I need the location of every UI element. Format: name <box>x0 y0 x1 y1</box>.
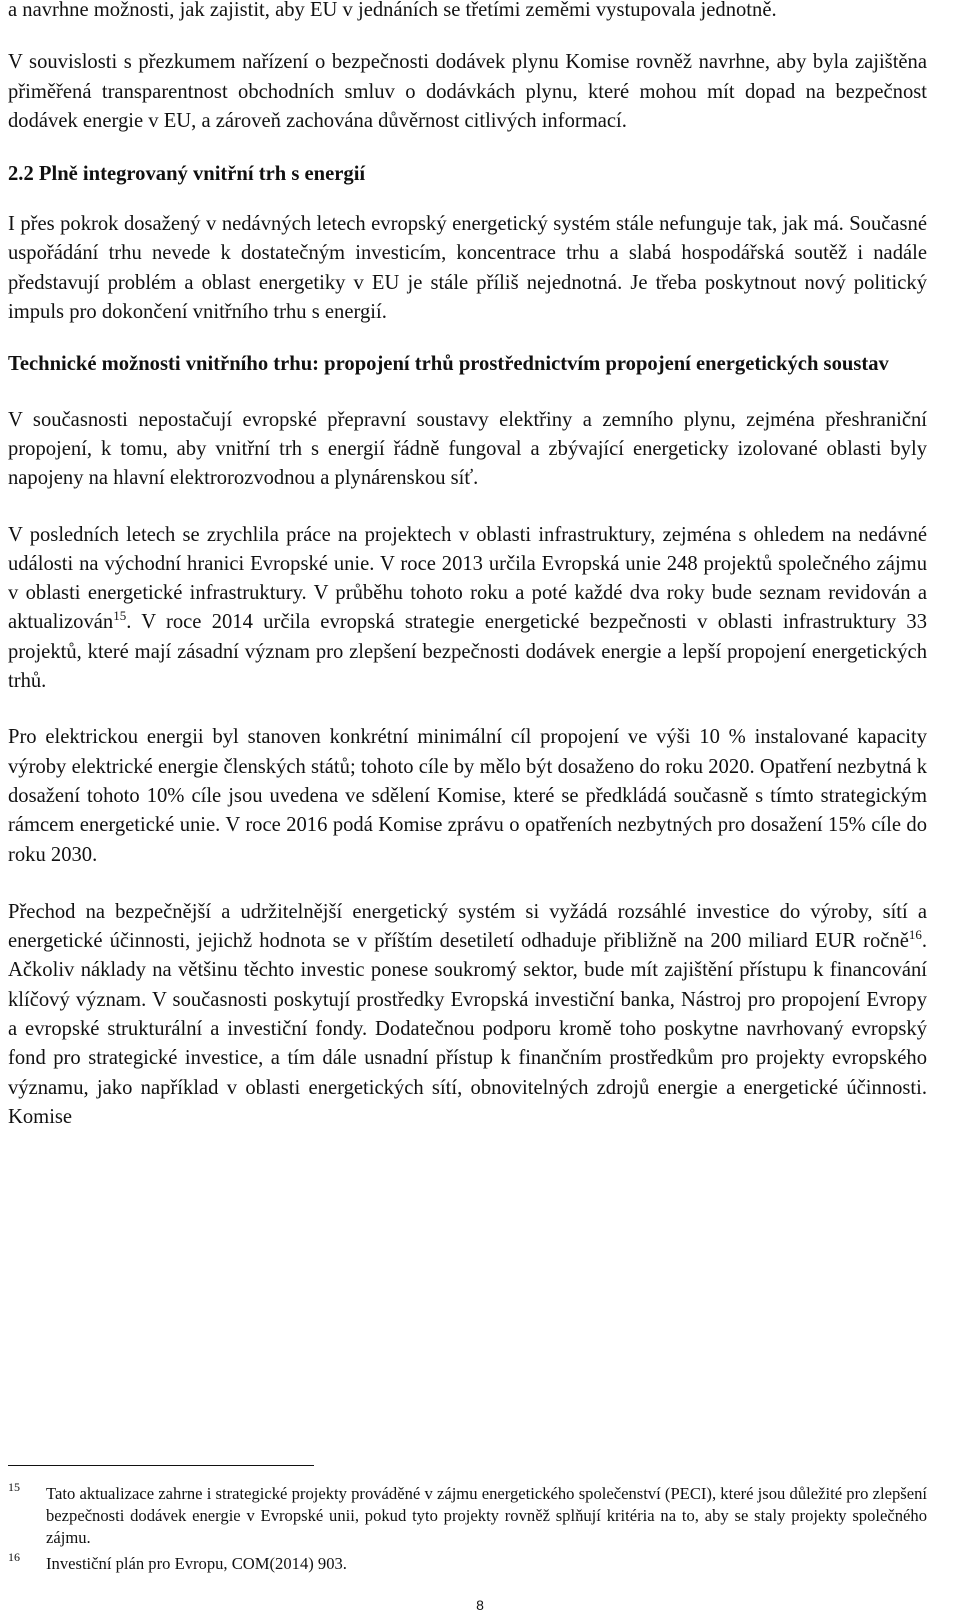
footnote-16 <box>8 1550 927 1575</box>
footnote-text: Investiční plán pro Evropu, COM(2014) 903. <box>46 1554 347 1573</box>
paragraph-text: . Ačkoliv náklady na většinu těchto investic ponese soukromý sektor, bude mít zajištění přístupu k financování klíčový význam. V současnosti poskytují prostředky Evropská investiční banka, Nástroj pro propojení Evropy a evropské strukturální a investiční fondy. Dodatečnou podporu kromě toho poskytne navrhovaný evropský fond pro strategické investice, a tím dále usnadní přístup k finančním prostředkům pro projekty evropského významu, jako například v oblasti energetických sítí, obnovitelných zdrojů energie a energetické účinnosti. Komise <box>8 930 927 1128</box>
footnote-15 <box>8 1480 927 1548</box>
paragraph-gas-contracts: V souvislosti s přezkumem nařízení o bezpečnosti dodávek plynu Komise rovněž navrhne, aby byla zajištěna přiměřená transparentnost obchodních smluv o dodávkách plynu, které mohou mít dopad na bezpečnost dodávek energie v EU, a zároveň zachována důvěrnost citlivých informací. <box>8 51 927 132</box>
section-heading-2-2: 2.2 Plně integrovaný vnitřní trh s energií <box>8 163 366 186</box>
footnote-text: Tato aktualizace zahrne i strategické projekty prováděné v zájmu energetického společenství (PECI), které jsou důležité pro zlepšení bezpečnosti dodávek energie v Evropské unii, pokud tyto projekty rovněž splňují kritéria na to, aby se staly projekty společného zájmu. <box>46 1484 927 1547</box>
page-number: 8 <box>476 1597 484 1613</box>
paragraph-infrastructure-projects <box>8 521 927 697</box>
paragraph-electricity-target: Pro elektrickou energii byl stanoven konkrétní minimální cíl propojení ve výši 10 % instalované kapacity výroby elektrické energie členských států; tohoto cíle by mělo být dosaženo do roku 2020. Opatření nezbytná k dosažení tohoto 10% cíle jsou uvedena ve sdělení Komise, které se předkládá současně s tímto strategickým rámcem energetické unie. V roce 2016 podá Komise zprávu o opatřeních nezbytných pro dosažení 15% cíle do roku 2030. <box>8 726 927 866</box>
subheading-interconnection: Technické možnosti vnitřního trhu: propojení trhů prostřednictvím propojení energetických soustav <box>8 353 889 376</box>
paragraph-text: V posledních letech se zrychlila práce na projektech v oblasti infrastruktury, zejména s ohledem na nedávné události na východní hranici Evropské unie. V roce 2013 určila Evropská unie 248 projektů společného zájmu v oblasti energetické infrastruktury. V průběhu tohoto roku a poté každé dva roky bude seznam revidován a aktualizován <box>8 523 927 634</box>
paragraph-fragment: a navrhne možnosti, jak zajistit, aby EU v jednáních se třetími zeměmi vystupovala jednotně. <box>8 0 777 21</box>
document-body <box>8 0 927 1132</box>
paragraph-transmission: V současnosti nepostačují evropské přepravní soustavy elektřiny a zemního plynu, zejména přeshraniční propojení, k tomu, aby vnitřní trh s energií řádně fungoval a zbývající energeticky izolované oblasti byly napojeny na hlavní elektrorozvodnou a plynárenskou síť. <box>8 408 927 490</box>
paragraph-investment <box>8 898 927 1132</box>
footnote-separator <box>8 1465 314 1466</box>
paragraph-internal-market: I přes pokrok dosažený v nedávných letech evropský energetický systém stále nefunguje tak, jak má. Současné uspořádání trhu nevede k dostatečným investicím, koncentrace trhu a slabá hospodářská soutěž i nadále představují problém a oblast energetiky v EU je stále příliš nejednotná. Je třeba poskytnout nový politický impuls pro dokončení vnitřního trhu s energií. <box>8 213 927 324</box>
footnote-ref-15[interactable]: 15 <box>113 608 127 624</box>
paragraph-text: . V roce 2014 určila evropská strategie energetické bezpečnosti v oblasti infrastruktury 33 projektů, které mají zásadní význam pro zlepšení bezpečnosti dodávek energie a lepší propojení energetických trhů. <box>8 611 927 693</box>
footnote-number: 15 <box>8 1480 20 1494</box>
footnote-ref-16[interactable]: 16 <box>908 927 922 943</box>
footnote-number: 16 <box>8 1550 20 1564</box>
paragraph-text: Přechod na bezpečnější a udržitelnější energetický systém si vyžádá rozsáhlé investice do výroby, sítí a energetické účinnosti, jejichž hodnota se v příštím desetiletí odhaduje přibližně na 200 miliard EUR ročně <box>8 900 927 953</box>
